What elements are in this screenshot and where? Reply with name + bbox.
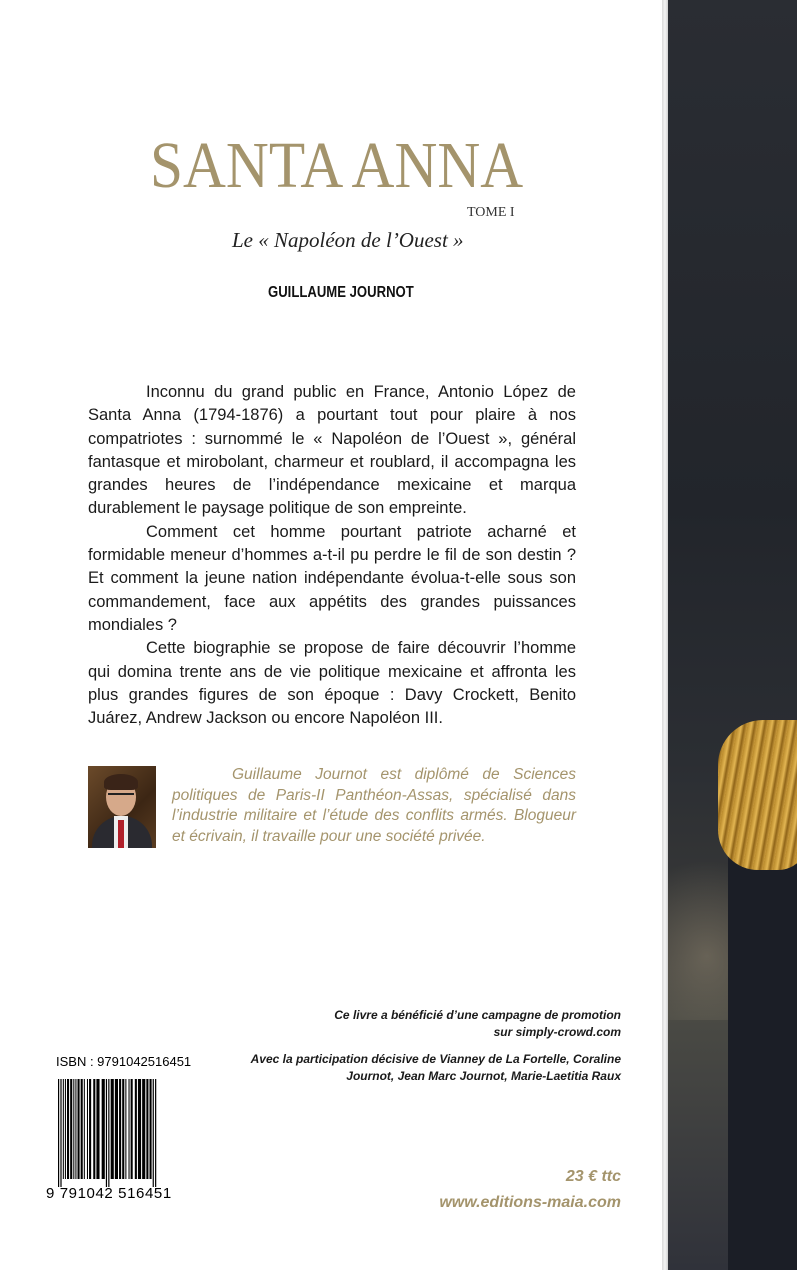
summary-paragraph: Inconnu du grand public en France, Antonio López de Santa Anna (1794-1876) a pourtant tout pour plaire à nos compatriotes : surnommé le « Napoléon de l’Ouest », général fantasque et mirobolant, charmeur et roublard, il accompagna les grandes heures de l’indépendance mexicaine et marqua durablement le paysage politique de son empreinte. <box>88 383 576 518</box>
promo-line: Ce livre a bénéficié d’une campagne de promotion <box>334 1008 621 1022</box>
author-bio-text: Guillaume Journot est diplômé de Sciences politiques de Paris-II Panthéon-Assas, spécialisé dans l’industrie militaire et l’étude des conflits armés. Blogueur et écrivain, il travaille pour une société privée. <box>172 766 576 845</box>
summary <box>88 381 576 730</box>
participation-text: Avec la participation décisive de Vianney de La Fortelle, Coraline Journot, Jean Marc Journot, Marie-Laetitia Raux <box>250 1052 621 1083</box>
isbn-label: ISBN : 9791042516451 <box>56 1054 192 1069</box>
price: 23 € ttc <box>565 1168 621 1185</box>
front-cover-painting <box>668 0 797 1270</box>
barcode <box>56 1079 208 1187</box>
author-bio <box>172 765 576 847</box>
book-subtitle: Le « Napoléon de l’Ouest » <box>232 228 464 252</box>
author-name: GUILLAUME JOURNOT <box>268 284 414 301</box>
author-photo <box>88 766 156 848</box>
barcode-digits: 9 791042 516451 <box>46 1185 172 1202</box>
promo-block <box>240 1007 621 1085</box>
summary-paragraph: Cette biographie se propose de faire découvrir l’homme qui domina trente ans de vie politique mexicaine et affronta les plus grandes figures de son époque : Davy Crockett, Benito Juárez, Andrew Jackson ou encore Napoléon III. <box>88 639 576 728</box>
volume-label: TOME I <box>467 205 515 220</box>
book-title: SANTA ANNA <box>150 129 524 202</box>
price-block <box>400 1164 621 1216</box>
promo-line: sur simply-crowd.com <box>493 1025 621 1039</box>
summary-paragraph: Comment cet homme pourtant patriote acharné et formidable meneur d’hommes a-t-il pu perdre le fil de son destin ? Et comment la jeune nation indépendante évolua-t-elle sous son commandement, face aux appétits des grandes puissances mondiales ? <box>88 522 576 634</box>
publisher-website: www.editions-maia.com <box>439 1194 621 1211</box>
